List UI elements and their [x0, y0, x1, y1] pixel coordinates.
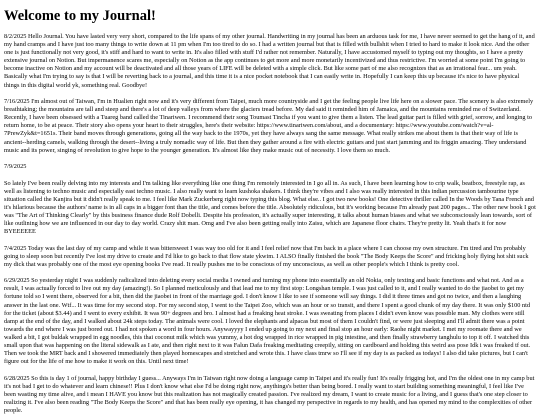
page-title: Welcome to my Journal!: [4, 8, 156, 24]
journal-entries: [4, 33, 536, 415]
journal-entry-2025-06-29: 6/29/2025 So yesterday night I was suddenly radicalized into deleting every social media I owned and turning my phone into essentially an old Nokia, only texting and basic functions and what not. And as a result, I was actually forced to live out my day (amazing!). So I planned meticulously and that lead me to my first stop: Longshan temple. I was just called to it, and I really wanted to do the jiaobei to get my fortune told so I went there, observed for a bit, then did the jiaobei in front of the marriage god. I don't know I like to see if someone will say things. I did it three times and got no twice, and then a laughing answer in the last one. Wtf... It was time for my second stop. For my second stop, I went to the Taipei Zoo, which was an hour or so transit, and there I spent a good chunk of my day there. It was only $100 ntd for the ticket (about $3.44) and I went to every exhibit. It was 90+ degrees and bro. I almost had a freaking heat stroke. I was sweating from places I didn't even know was possible man. My clothes were still damp at the end of the day, and I walked about 24k steps today. The animals were cool. I loved the elephants and alpacas but most of them I couldn't find, or were just sleeping and I'll admit there was a point towards the end where I was just bored out. I had not spoken a word in four hours. Anywayyyy I ended up going to my next and final stop an hour early: Raohe night market. I met my roomate there and we walked a bit, I got buldak wrapped in egg noodles, this thai coconut milk which was yummy, a hot dog wrapped in rice wrapped in pig intestine, and then finally strawberry tanghulu to top it off. I watched this small upon that was happening on the literal sidewalk as I ate, and then right next to it was Falun Dafa freaking meditating creepily, sitting on cardboard and holding this weird ass pose Idk i was freaked tf out. Then we took the MRT back and I showered immediately then played homescapes and stretched and wrote this. I have class tmrw so I'll see if my day is as packed as todays! I also did take pictures, but I can't figure out for the life of me how to make it work on this. Until next time!: [4, 277, 531, 366]
journal-entry-2025-07-04: 7/4/2025 Today was the last day of my camp and while it was bittersweet I was way too old for it and I feel relief now that I'm back in a place where I can choose my own structure. I'm tired and I'm probably going to sleep soon but recently I've lost my drive to create and I'd like to go back to that flow state ykwim. I ALSO finally finished the book "The Body Keeps the Score" and fricking holy flying hot shit suck my dick that was probably one of the most eye opening books I've read. It really pushes me to be conscious of my unconscious, as well as other people's which I think is pretty cool.: [4, 244, 529, 268]
journal-entry-2025-06-28: 6/28/2025 So this is day 1 of journal, happy birthday I guess... Anyways I'm in Taiwan right now doing a language camp in Taipei and it's really fun! It's really frigging hot, and I'm the oldest one in my camp but it's not bad I get to do whatever and learn chinese!! Plus I don't know what else I'd be doing right now, anythings's better than being bored. I really want to start building something meaningful, I feel like I've been wasting my time alive, and i mean I HAVE you know but this realization has not magically created passion. I've realized my dream, I want to create music for a living, and I guess that's one step closer to realizing it. I've also been reading "The Body Keeps the Score" and that has been really eye opening, it has changed my perspective in regards to my health, and has opened my mind to the complexities of other people.: [4, 374, 535, 415]
journal-entry-2025-08-02: 8/2/2025 Hello Journal. You have lasted very very short, compared to the life spans of my other journal. Handwriting in my journal has been an arduous task for me, I have never seemed to get the hang of it, and my hand cramps and I have just too many things to write down at 11 pm when I'm too tired to do so. I had a written journal but that is filled with bullshit when I tried to hard to make it look nice. And the other one is just functionally not very good, it's stiff and hard to want to write in. It's also filled with stuff I'd rather not remember. Naturally, I have accustomed myself to typing out my thoughts, so I have a pretty extensive journal on Notion. But impermanence scares me, especially on Notion as the app continues to get more and more monetarily incentivized and thus restrictive. I'm worried at some point I'm going to become inactive on Notion and my account will be deactivated and all those years of LIFE will be deleted with a simple click. But like some part of me also recognizes that as an irrational fear... um yeah. Basically what I'm trying to say is that I will be reverting back to a journal, and this time it is a nice pocket notebook that I can easily write in. Hopefully I can keep this up because it's nice to have physical things in this digital world yk, something real. Goodbye!: [4, 33, 535, 89]
journal-entry-2025-07-16: 7/16/2025 I'm almost out of Taiwan, I'm in Hualien right now and it's very different from Taipei, much more countryside and I get the feeling people live life here on a slower pace. The scenery is also extremely breathtaking; the mountains are tall and steep and there's a lot of deep valleys from where the glaciers tread before. My dad said it reminded him of Jamaica, and the mountains reminded me of Switzerland. Recently, I have been obsessed with a Tuareg band called the Tinariwen. I recommend their song Toumast Tincha if you want to give them a listen. The lead guitar part is filled with grief, sorrow, and longing to return home, to be at peace. Their story also opens your heart to their struggles, here's their website: https://www.tinariwen.com/about, and a documentary: https://www.youtube.com/watch?v=al-7PrewZyk&t=1651s. Their band moves through generations, going all the way back to the 1970s, yet they have always sang the same message. What really strikes me about them is that their way of life is ancient--herding camels, walking through the desert--living a truly nomadic way of life. But then they gather around a fire with electric guitars and just start jamming and its friggin amazing. They understand music and its power, singing of revolution to give hope to the younger generation. It's almost like they make music out of necessity. I love them so much.: [4, 98, 534, 154]
journal-entry-2025-07-09: So lately I've been really delving into my interests and I'm talking like everything like one thing I'm remotely interested in I go all in. As such, I have been learning how to crip walk, beatbox, freestyle rap, as well as listening to techno music and especially east techno music. I also really want to learn kushoka shakers. I think they're vibes and I also was really interested in this indian percussion tambourine type situation called the Kanjira but it didn't really speak to me. I feel like Mark Zuckerberg right now typing this blog. What else.. I got two new books! One detective thriller called In the Woods by Tana French and it's hilarious because the authors' name is in all caps in a bigger font than the title, and comes before the title. Absolutely ridiculous, but it's working because I'm already past 200 pages... The other new book I got was "The Art of Thinking Clearly" by this business finance dude Rolf Dobelli. Despite his profession, it's actually super interesting, it talks about human biases and what we subconsciously lean towards, sort of like outlining how we are influenced in our day to day world. Crazy shit man. Omg and I've also been getting really into Zaisu, which are Japanese floor chairs. They're pretty lit. Yeah that's it for now BYEEEEEE: [4, 179, 536, 236]
journal-entry-date-2025-07-09: 7/9/2025: [4, 163, 27, 171]
